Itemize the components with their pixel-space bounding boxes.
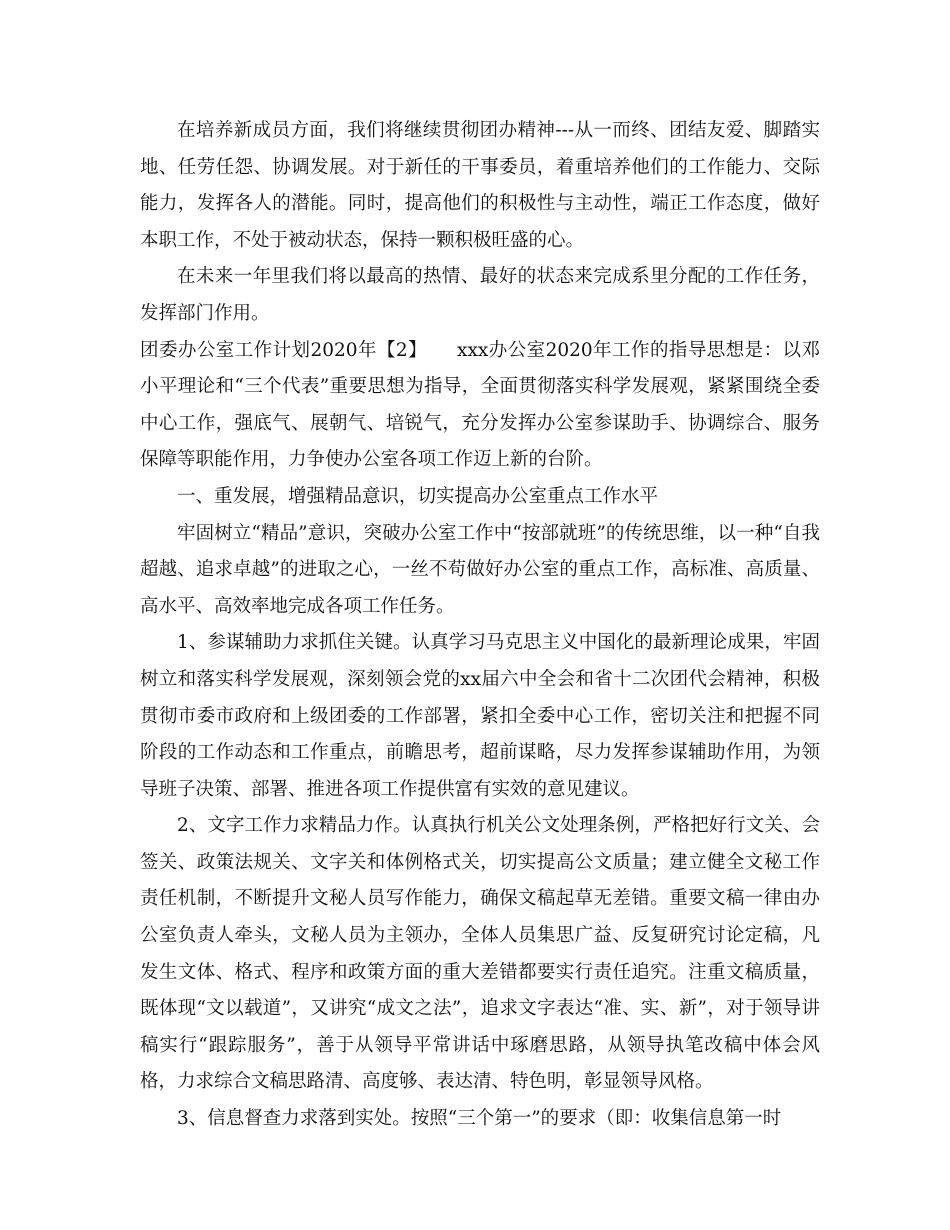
paragraph-new-members: 在培养新成员方面，我们将继续贯彻团办精神---从一而终、团结友爱、脚踏实地、任劳任怨、协调发展。对于新任的干事委员，着重培养他们的工作能力、交际能力，发挥各人的潜能。同时，提高他们的积极性与主动性，端正工作态度，做好本职工作，不处于被动状态，保持一颗积极旺盛的心。 — [140, 120, 820, 251]
section-heading: 团委办公室工作计划2020年【2】 — [140, 339, 428, 361]
paragraph-item-2: 2、文字工作力求精品力作。认真执行机关公文处理条例，严格把好行文关、会签关、政策法规关、文字关和体例格式关，切实提高公文质量；建立健全文秘工作责任机制，不断提升文秘人员写作能力，确保文稿起草无差错。重要文稿一律由办公室负责人牵头，文秘人员为主领办，全体人员集思广益、反复研究讨论定稿，凡发生文体、格式、程序和政策方面的重大差错都要实行责任追究。注重文稿质量，既体现“文以载道”，又讲究“成文之法”，追求文字表达“准、实、新”，对于领导讲稿实行“跟踪服务”，善于从领导平常讲话中琢磨思路，从领导执笔改稿中体会风格，力求综合文稿思路清、高度够、表达清、特色明，彰显领导风格。 — [140, 815, 820, 1093]
paragraph-quality-awareness: 牢固树立“精品”意识，突破办公室工作中“按部就班”的传统思维，以一种“自我超越、追求卓越”的进取之心，一丝不苟做好办公室的重点工作，高标准、高质量、高水平、高效率地完成各项工作任务。 — [140, 522, 820, 617]
guiding-thought-text: xxx办公室2020年工作的指导思想是：以邓小平理论和“三个代表”重要思想为指导，全面贯彻落实科学发展观，紧紧围绕全委中心工作，强底气、展朝气、培锐气，充分发挥办公室参谋助手、协调综合、服务保障等职能作用，力争使办公室各项工作迈上新的台阶。 — [140, 339, 820, 471]
paragraph-item-1: 1、参谋辅助力求抓住关键。认真学习马克思主义中国化的最新理论成果，牢固树立和落实科学发展观，深刻领会党的xx届六中全会和省十二次团代会精神，积极贯彻市委市政府和上级团委的工作部署，紧扣全委中心工作，密切关注和把握不同阶段的工作动态和工作重点，前瞻思考，超前谋略，尽力发挥参谋辅助作用，为领导班子决策、部署、推进各项工作提供富有实效的意见建议。 — [140, 632, 820, 800]
paragraph-section-one-title: 一、重发展，增强精品意识，切实提高办公室重点工作水平 — [177, 485, 659, 507]
paragraph-future-year: 在未来一年里我们将以最高的热情、最好的状态来完成系里分配的工作任务，发挥部门作用。 — [140, 266, 820, 324]
paragraph-guiding-thought — [140, 333, 820, 479]
paragraph-item-3: 3、信息督查力求落到实处。按照“三个第一”的要求（即：收集信息第一时 — [177, 1108, 782, 1130]
document-page — [140, 113, 820, 1138]
